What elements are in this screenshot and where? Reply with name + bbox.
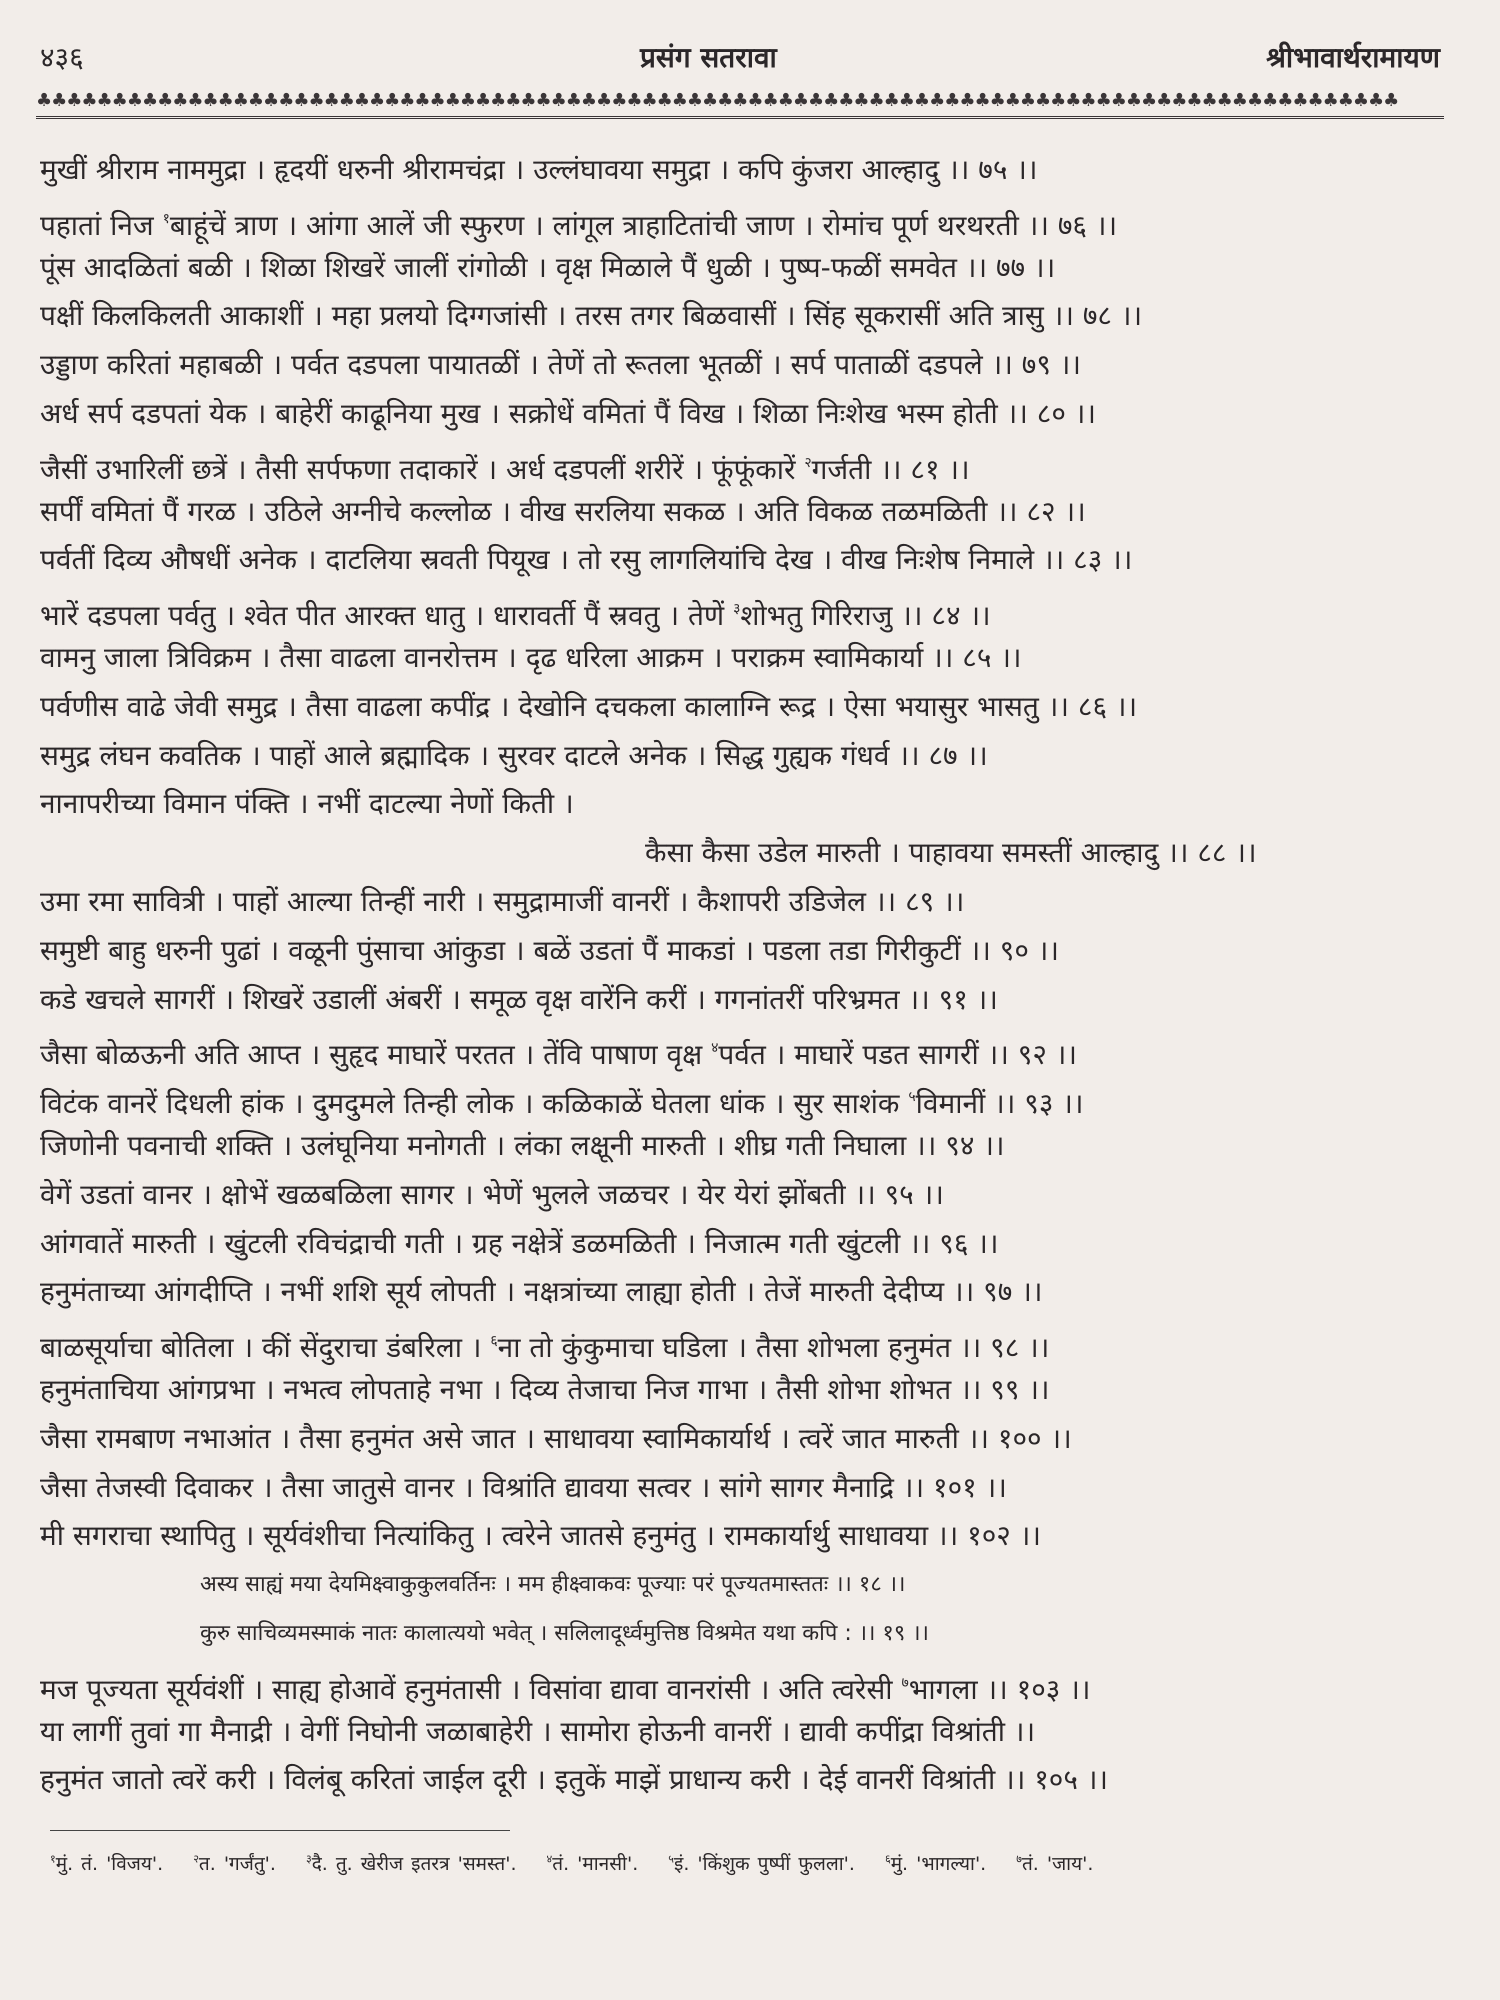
footnote-marker: २ xyxy=(804,454,812,471)
verse-text: मुखीं श्रीराम नाममुद्रा । हृदयीं धरुनी श्रीरामचंद्रा । उल्लंघावया समुद्रा । कपि कुंजरा आल्हादु ।। ७५ ।। xyxy=(40,153,1038,186)
verse-text: जिणोनी पवनाची शक्ति । उलंघूनिया मनोगती । लंका लक्षूनी मारुती । शीघ्र गती निघाला ।। ९४ ।। xyxy=(40,1128,1005,1162)
footnote-text: त. 'गर्जंतु'. xyxy=(198,1853,276,1875)
footnote-marker: ४ xyxy=(711,1040,719,1057)
footnote-text: इं. 'किंशुक पुष्पीं फुलला'. xyxy=(673,1853,855,1875)
verse-text: पूंस आदळितां बळी । शिळा शिखरें जालीं रांगोळी । वृक्ष मिळाले पैं धुळी । पुष्प-फळीं समवेत ।। ७७ ।। xyxy=(40,250,1056,284)
footnote xyxy=(1016,1853,1093,1875)
verse-text: उड्डाण करितां महाबळी । पर्वत दडपला पायातळीं । तेणें तो रूतला भूतळीं । सर्प पाताळीं दडपले ।। ७९ ।। xyxy=(40,348,1082,382)
verse-line xyxy=(40,1220,1450,1269)
verse-text: बाळसूर्याचा बोतिला । कीं सेंदुराचा डंबरिला । xyxy=(40,1331,491,1365)
verse-text: हनुमंत जातो त्वरें करी । विलंबू करितां जाईल दूरी । इतुकें माझें प्राधान्य करी । देई वानरीं विश्रांती ।। १०५ ।। xyxy=(40,1763,1109,1797)
verse-text: गर्जती ।। ८१ ।। xyxy=(811,452,970,486)
verse-line xyxy=(40,1122,1450,1171)
footnote xyxy=(885,1853,986,1875)
verse-text: वेगें उडतां वानर । क्षोभें खळबळिला सागर । भेणें भुलले जळचर । येर येरां झोंबती ।। ९५ ।। xyxy=(40,1177,944,1211)
sanskrit-verse-line xyxy=(40,1561,1450,1610)
verse-line xyxy=(40,195,1450,244)
verse-line xyxy=(40,1366,1450,1415)
verse-line xyxy=(40,1708,1450,1757)
footnote-marker: ७ xyxy=(901,1674,909,1691)
book-title: श्रीभावार्थरामायण xyxy=(1266,41,1440,74)
verse-line xyxy=(40,439,1450,488)
verse-line xyxy=(40,976,1450,1025)
verse-line xyxy=(40,1415,1450,1464)
verse-text: वामनु जाला त्रिविक्रम । तैसा वाढला वानरोत्तम । दृढ धरिला आक्रम । पराक्रम स्वामिकार्या ।। ८५ ।। xyxy=(40,640,1022,674)
verse-text: जैसा तेजस्वी दिवाकर । तैसा जातुसे वानर । विश्रांति द्यावया सत्वर । सांगे सागर मैनाद्रि ।। १०१ ।। xyxy=(40,1470,1007,1504)
verse-line xyxy=(40,1756,1450,1805)
verse-line xyxy=(40,634,1450,683)
footnote-marker: ६ xyxy=(490,1333,498,1350)
verse-line xyxy=(40,1512,1450,1561)
verse-text: उमा रमा सावित्री । पाहों आल्या तिन्हीं नारी । समुद्रामाजीं वानरीं । कैशापरी उडिजेल ।। ८९ ।। xyxy=(40,884,965,918)
verse-text: कैसा कैसा उडेल मारुती । पाहावया समस्तीं आल्हादु ।। ८८ ।। xyxy=(645,836,1257,870)
footnote-text: मुं. 'भागल्या'. xyxy=(890,1853,987,1875)
verse-text: हनुमंताचिया आंगप्रभा । नभत्व लोपताहे नभा । दिव्य तेजाचा निज गाभा । तैसी शोभा शोभत ।। ९९ ।। xyxy=(40,1372,1050,1406)
verse-line xyxy=(40,146,1450,195)
verse-line xyxy=(40,292,1450,341)
footnote-marker: ६ xyxy=(884,1852,891,1866)
verse-text: या लागीं तुवां गा मैनाद्री । वेगीं निघोनी जळाबाहेरी । सामोरा होऊनी वानरीं । द्यावी कपींद्रा विश्रांती ।। xyxy=(40,1714,1036,1748)
footnote-rule xyxy=(50,1830,510,1831)
footnote xyxy=(193,1853,276,1875)
chapter-title: प्रसंग सतरावा xyxy=(640,41,777,74)
verse-text: नानापरीच्या विमान पंक्ति । नभीं दाटल्या नेणों किती । xyxy=(40,787,574,821)
ornamental-divider: ♣♣♣♣♣♣♣♣♣♣♣♣♣♣♣♣♣♣♣♣♣♣♣♣♣♣♣♣♣♣♣♣♣♣♣♣♣♣♣♣♣♣♣♣♣♣♣♣♣♣♣♣♣♣♣♣♣♣♣♣♣♣♣♣♣♣♣♣♣♣♣♣♣♣♣♣♣♣♣♣♣♣♣♣♣♣♣♣♣♣ xyxy=(36,90,1444,119)
verse-text: पक्षीं किलकिलती आकाशीं । महा प्रलयो दिग्गजांसी । तरस तगर बिळवासीं । सिंह सूकरासीं अति त्रासु ।। ७८ ।। xyxy=(40,299,1143,333)
verse-text: पर्वणीस वाढे जेवी समुद्र । तैसा वाढला कपींद्र । देखोनि दचकला कालाग्नि रूद्र । ऐसा भयासुर भासतु ।। ८६ ।। xyxy=(40,689,1138,723)
verse-text: शोभतु गिरिराजु ।। ८४ ।। xyxy=(740,599,991,633)
verse-line xyxy=(40,488,1450,537)
verse-text: जैसा रामबाण नभाआंत । तैसा हनुमंत असे जात । साधावया स्वामिकार्यार्थ । त्वरें जात मारुती ।। १०० ।। xyxy=(40,1421,1072,1455)
footnote-text: तं. 'जाय'. xyxy=(1021,1853,1094,1875)
verse-text: जैसीं उभारिलीं छत्रें । तैसी सर्पफणा तदाकारें । अर्ध दडपलीं शरीरें । फूंफूंकारें xyxy=(40,452,805,486)
footnote xyxy=(668,1853,855,1875)
verse-text: विमानीं ।। ९३ ।। xyxy=(915,1087,1084,1121)
verse-line xyxy=(40,829,1450,878)
footnote-marker: ५ xyxy=(668,1852,674,1866)
verse-text: मी सगराचा स्थापितु । सूर्यवंशीचा नित्यांकितु । त्वरेने जातसे हनुमंतु । रामकार्यार्थु साधावया ।। १०२ ।। xyxy=(40,1519,1041,1553)
footnote-marker: १ xyxy=(50,1852,56,1866)
verse-line xyxy=(40,390,1450,439)
verse-line xyxy=(40,341,1450,390)
verse-text: जैसा बोळऊनी अति आप्त । सुहृद माघारें परतत । तेंवि पाषाण वृक्ष xyxy=(40,1038,712,1072)
verse-text: हनुमंताच्या आंगदीप्ति । नभीं शशि सूर्य लोपती । नक्षत्रांच्या लाह्या होती । तेजें मारुती देदीप्य ।। ९७ ।। xyxy=(40,1275,1043,1309)
verse-line xyxy=(40,536,1450,585)
verse-text: ना तो कुंकुमाचा घडिला । तैसा शोभला हनुमंत ।। ९८ ।। xyxy=(497,1331,1050,1365)
footnote-text: तं. 'मानसी'. xyxy=(552,1853,639,1875)
footnote-text: दै. तु. खेरीज इतरत्र 'समस्त'. xyxy=(311,1853,517,1875)
sanskrit-verse-line xyxy=(40,1610,1450,1659)
verse-line xyxy=(40,780,1450,829)
footnote xyxy=(547,1853,639,1875)
footnote-marker: ३ xyxy=(305,1852,312,1866)
verse-text: समुष्टी बाहु धरुनी पुढां । वळूनी पुंसाचा आंकुडा । बळें उडतां पैं माकडां । पडला तडा गिरीकुटीं ।। ९० ।। xyxy=(40,933,1060,967)
verse-line xyxy=(40,1659,1450,1708)
footnote-marker: ३ xyxy=(733,601,741,618)
verse-line xyxy=(40,878,1450,927)
verse-line xyxy=(40,927,1450,976)
verse-line xyxy=(40,1464,1450,1513)
verse-text: कुरु साचिव्यमस्माकं नातः कालात्ययो भवेत् । सलिलादूर्ध्वमुत्तिष्ठ विश्रमेत यथा कपि : ।। १९ ।। xyxy=(200,1620,929,1646)
verse-text: पर्वतीं दिव्य औषधीं अनेक । दाटलिया स्रवती पियूख । तो रसु लागलियांचि देख । वीख निःशेष निमाले ।। ८३ ।। xyxy=(40,543,1133,577)
verse-text: विटंक वानरें दिधली हांक । दुमदुमले तिन्ही लोक । कळिकाळें घेतला धांक । सुर साशंक xyxy=(40,1087,909,1121)
footnote-marker: ७ xyxy=(1016,1852,1022,1866)
verse-text: अस्य साह्यं मया देयमिक्ष्वाकुकुलवर्तिनः । मम हीक्ष्वाकवः पूज्याः परं पूज्यतमास्ततः ।। १८ ।। xyxy=(200,1572,906,1598)
verse-line xyxy=(40,1171,1450,1220)
verse-text: भारें दडपला पर्वतु । श्वेत पीत आरक्त धातु । धारावर्ती पैं स्रवतु । तेणें xyxy=(40,599,734,633)
page-number: ४३६ xyxy=(40,41,84,74)
verse-line xyxy=(40,732,1450,781)
verse-line xyxy=(40,1073,1450,1122)
verse-text: आंगवातें मारुती । खुंटली रविचंद्राची गती । ग्रह नक्षेत्रें डळमळिती । निजात्म गती खुंटली ।। ९६ ।। xyxy=(40,1226,999,1260)
footnote-marker: ४ xyxy=(546,1852,553,1866)
verse-text: बाहूंचें त्राण । आंगा आलें जी स्फुरण । लांगूल त्राहाटितांची जाण । रोमांच पूर्ण थरथरती ।। ७६ ।। xyxy=(169,208,1118,242)
footnote-marker: १ xyxy=(162,210,170,227)
verse-body xyxy=(40,146,1450,1805)
verse-text: मज पूज्यता सूर्यवंशीं । साह्य होआवें हनुमंतासी । विसांवा द्यावा वानरांसी । अति त्वरेसी xyxy=(40,1672,902,1706)
footnote xyxy=(50,1853,163,1875)
verse-text: अर्ध सर्प दडपतां येक । बाहेरीं काढूनिया मुख । सक्रोधें वमितां पैं विख । शिळा निःशेख भस्म होती ।। ८० ।। xyxy=(40,396,1097,430)
footnotes xyxy=(50,1850,1123,1876)
footnote-marker: ५ xyxy=(908,1089,916,1106)
footnote-marker: २ xyxy=(193,1852,199,1866)
verse-line xyxy=(40,683,1450,732)
footnote-text: मुं. तं. 'विजय'. xyxy=(55,1853,164,1875)
verse-text: कडे खचले सागरीं । शिखरें उडालीं अंबरीं । समूळ वृक्ष वारेंनि करीं । गगनांतरीं परिभ्रमत ।। ९१ ।। xyxy=(40,982,998,1016)
footnote xyxy=(306,1853,517,1875)
verse-line xyxy=(40,244,1450,293)
verse-line xyxy=(40,1317,1450,1366)
verse-text: पर्वत । माघारें पडत सागरीं ।। ९२ ।। xyxy=(718,1038,1078,1072)
verse-text: समुद्र लंघन कवतिक । पाहों आले ब्रह्मादिक । सुरवर दाटले अनेक । सिद्ध गुह्यक गंधर्व ।। ८७ ।। xyxy=(40,738,988,772)
verse-line xyxy=(40,1024,1450,1073)
verse-line xyxy=(40,585,1450,634)
verse-text: पहातां निज xyxy=(40,208,163,242)
verse-line xyxy=(40,1268,1450,1317)
verse-text: भागला ।। १०३ ।। xyxy=(908,1672,1091,1706)
verse-text: सर्पीं वमितां पैं गरळ । उठिले अग्नीचे कल्लोळ । वीख सरलिया सकळ । अति विकळ तळमळिती ।। ८२ ।। xyxy=(40,494,1086,528)
